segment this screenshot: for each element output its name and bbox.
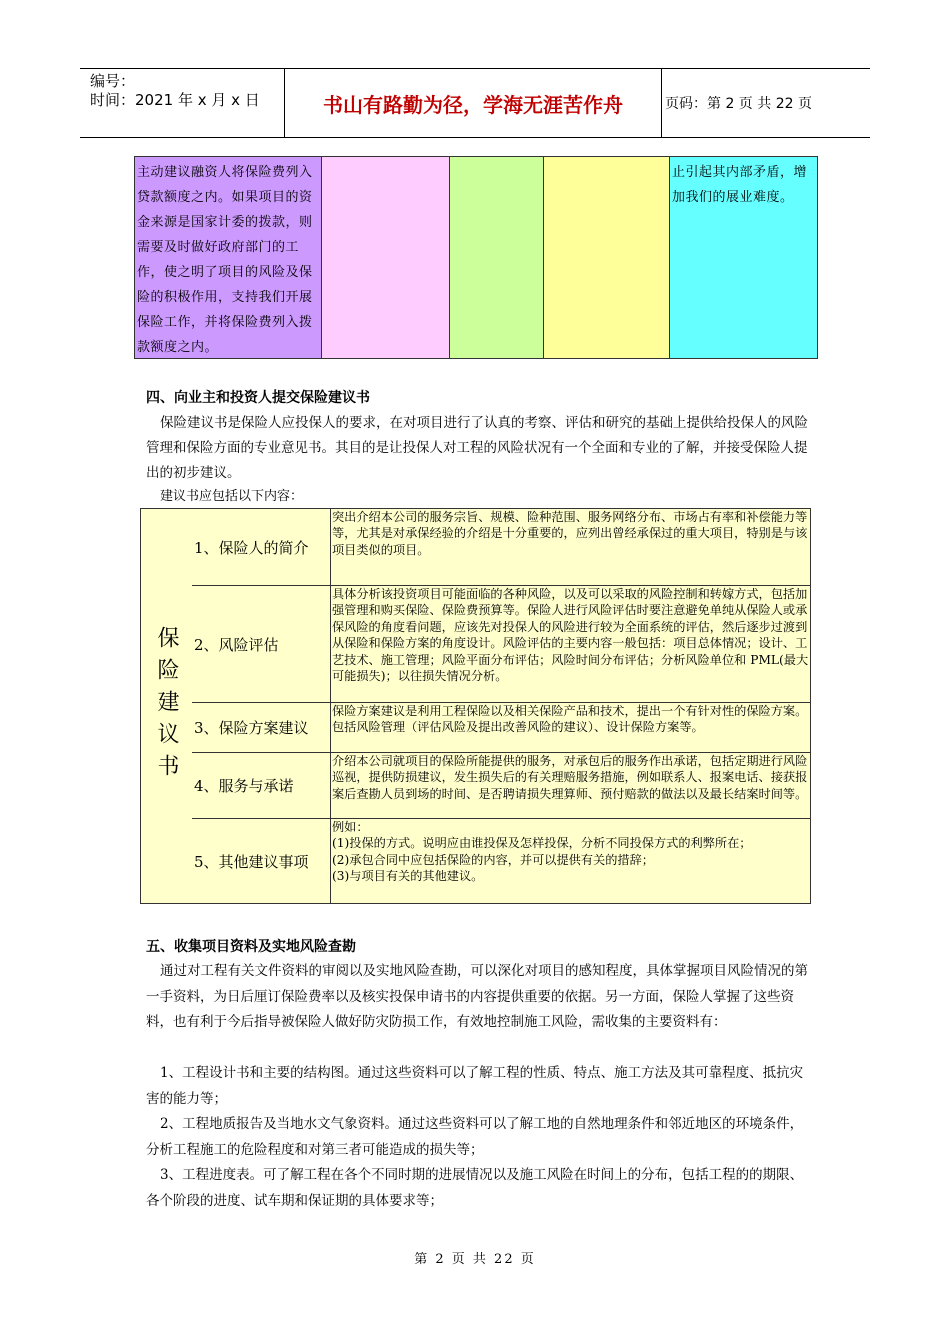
row-label: 5、其他建议事项 bbox=[192, 819, 331, 903]
page-footer: 第 2 页 共 22 页 bbox=[414, 1252, 536, 1267]
page-header bbox=[80, 68, 870, 138]
colored-table-cell-green bbox=[450, 157, 544, 358]
colored-table-cell-purple bbox=[135, 157, 322, 358]
list-item: 1、工程设计书和主要的结构图。通过这些资料可以了解工程的性质、特点、施工方法及其可靠程度、抵抗灾害的能力等； bbox=[146, 1065, 804, 1107]
list-item: 3、工程进度表。可了解工程在各个不同时期的进展情况以及施工风险在时间上的分布，包括工程的的期限、各个阶段的进度、试车期和保证期的具体要求等； bbox=[146, 1167, 804, 1209]
section5-heading: 五、收集项目资料及实地风险查勘 bbox=[146, 939, 356, 955]
colored-table-cell-pink bbox=[322, 157, 450, 358]
row-label: 2、风险评估 bbox=[192, 586, 331, 702]
proposal-table bbox=[140, 508, 811, 904]
row-desc: 例如： (1)投保的方式。说明应由谁投保及怎样投保，分析不同投保方式的利弊所在； (2)承包合同中应包括保险的内容，并可以提供有关的措辞； (3)与项目有关的其他建议。 bbox=[331, 819, 810, 903]
time-label: 时间：2021 年 x 月 x 日 bbox=[90, 91, 260, 109]
header-divider bbox=[661, 69, 662, 137]
colored-table-cell-cyan bbox=[670, 157, 817, 358]
row-desc: 保险方案建议是利用工程保险以及相关保险产品和技术，提出一个有针对性的保险方案。包括风险管理（评估风险及提出改善风险的建议）、设计保险方案等。 bbox=[331, 703, 810, 752]
row-desc: 具体分析该投资项目可能面临的各种风险，以及可以采取的风险控制和转嫁方式，包括加强管理和购买保险、保险费预算等。保险人进行风险评估时要注意避免单纯从保险人或承保风险的角度看问题，应该先对投保人的风险进行较为全面系统的评估，然后逐步过渡到从保险和保险方案的角度设计。风险评估的主要内容一般包括：项目总体情况；设计、工艺技术、施工管理；风险平面分布评估；风险时间分布评估；分析风险单位和 PML(最大可能损失)；以往损失情况分析。 bbox=[331, 586, 810, 702]
colored-table bbox=[134, 156, 818, 359]
row-label: 3、保险方案建议 bbox=[192, 703, 331, 752]
section5-paragraph: 通过对工程有关文件资料的审阅以及实地风险查勘，可以深化对项目的感知程度，具体掌握项目风险情况的第一手资料，为日后厘订保险费率以及核实投保申请书的内容提供重要的依据。另一方面，保险人掌握了这些资料，也有利于今后指导被保险人做好防灾防损工作，有效地控制施工风险，需收集的主要资料有： bbox=[146, 963, 808, 1030]
row-desc: 突出介绍本公司的服务宗旨、规模、险种范围、服务网络分布、市场占有率和补偿能力等等，尤其是对承保经验的介绍是十分重要的，应列出曾经承保过的重大项目，特别是与该项目类似的项目。 bbox=[331, 509, 810, 585]
row-label: 4、服务与承诺 bbox=[192, 753, 331, 818]
colored-table-text: 主动建议融资人将保险费列入贷款额度之内。如果项目的资金来源是国家计委的拨款，则需要及时做好政府部门的工作，使之明了项目的风险及保险的积极作用，支持我们开展保险工作，并将保险费列入拨款额度之内。 bbox=[137, 165, 313, 355]
proposal-vertical-header bbox=[141, 509, 193, 903]
colored-table-cell-yellow bbox=[544, 157, 670, 358]
table-row bbox=[192, 703, 810, 753]
section4-heading: 四、向业主和投资人提交保险建议书 bbox=[146, 390, 370, 406]
header-motto: 书山有路勤为径，学海无涯苦作舟 bbox=[323, 92, 623, 117]
colored-table-text: 止引起其内部矛盾，增加我们的展业难度。 bbox=[672, 165, 808, 205]
table-row bbox=[192, 586, 810, 703]
number-label: 编号： bbox=[90, 72, 136, 90]
table-row bbox=[192, 753, 810, 819]
section4-paragraph: 保险建议书是保险人应投保人的要求，在对项目进行了认真的考察、评估和研究的基础上提供给投保人的风险管理和保险方面的专业意见书。其目的是让投保人对工程的风险状况有一个全面和专业的了解，并接受保险人提出的初步建议。 bbox=[146, 415, 808, 481]
table-intro: 建议书应包括以下内容： bbox=[160, 489, 304, 504]
proposal-vertical-header-text: 保险建议书 bbox=[154, 626, 179, 786]
table-row bbox=[192, 509, 810, 586]
row-desc: 介绍本公司就项目的保险所能提供的服务，对承包后的服务作出承诺，包括定期进行风险巡视，提供防损建议，发生损失后的有关理赔服务措施，例如联系人、报案电话、接获报案后查勘人员到场的时间、是否聘请损失理算师、预付赔款的做法以及最长结案时间等。 bbox=[331, 753, 810, 818]
list-item: 2、工程地质报告及当地水文气象资料。通过这些资料可以了解工地的自然地理条件和邻近地区的环境条件，分析工程施工的危险程度和对第三者可能造成的损失等； bbox=[146, 1116, 804, 1158]
table-row bbox=[192, 819, 810, 903]
header-page-info: 页码：第 2 页 共 22 页 bbox=[665, 96, 812, 112]
row-label: 1、保险人的简介 bbox=[192, 509, 331, 585]
header-meta bbox=[90, 72, 260, 110]
